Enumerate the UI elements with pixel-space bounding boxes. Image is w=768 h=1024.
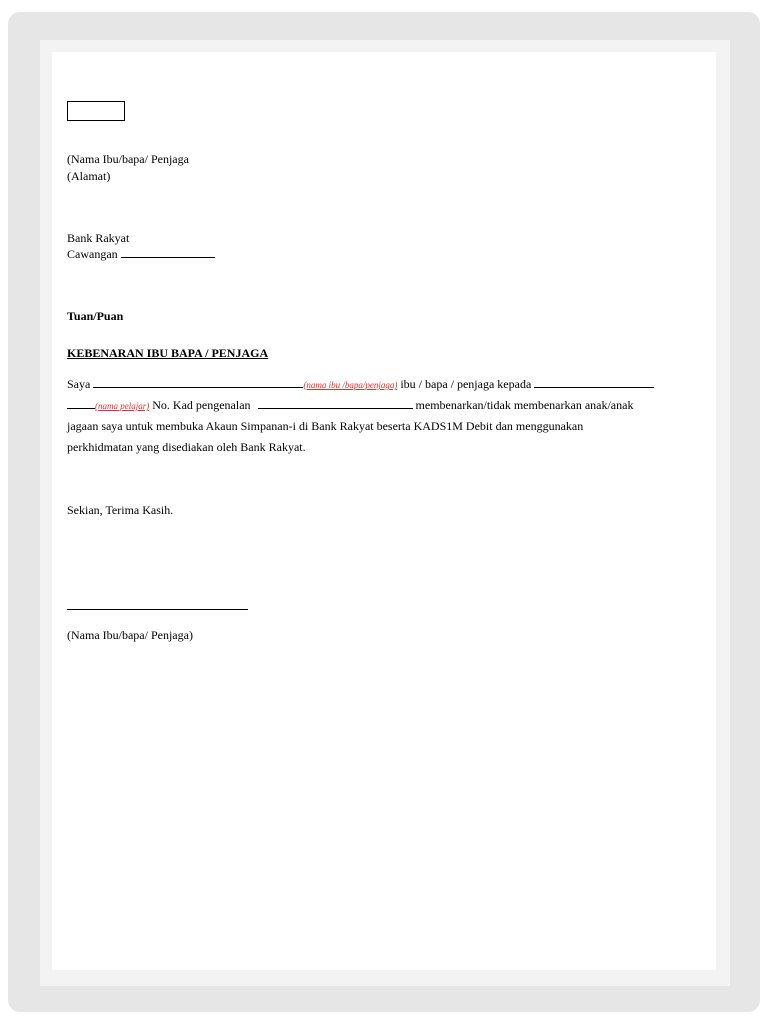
subject: KEBENARAN IBU BAPA / PENJAGA: [67, 346, 269, 360]
signature-line[interactable]: [67, 609, 248, 610]
date-box[interactable]: [67, 101, 125, 121]
body-line-3: jagaan saya untuk membuka Akaun Simpanan-i di Bank Rakyat beserta KADS1M Debit dan menggunakan: [67, 419, 584, 433]
ic-label: No. Kad pengenalan: [152, 398, 251, 412]
body-line-1: [67, 377, 654, 392]
closing: Sekian, Terima Kasih.: [67, 503, 174, 517]
body-line-2: [67, 398, 633, 413]
branch-blank[interactable]: [121, 247, 215, 258]
student-name-hint: (nama pelajar): [95, 401, 150, 411]
recipient-bank: Bank Rakyat: [67, 231, 130, 245]
ic-blank[interactable]: [258, 398, 413, 409]
consent-text: membenarkan/tidak membenarkan anak/anak: [415, 398, 634, 412]
salutation: Tuan/Puan: [67, 309, 124, 323]
relation-text: ibu / bapa / penjaga kepada: [400, 377, 532, 391]
sender-address: (Alamat): [67, 169, 111, 183]
student-blank-a[interactable]: [534, 377, 654, 388]
saya-text: Saya: [67, 377, 91, 391]
body-line-4: perkhidmatan yang disediakan oleh Bank Rakyat.: [67, 440, 306, 454]
sender-name: (Nama Ibu/bapa/ Penjaga: [67, 152, 189, 166]
signature-name: (Nama Ibu/bapa/ Penjaga): [67, 628, 193, 642]
branch-label: Cawangan: [67, 247, 118, 261]
recipient-branch: [67, 247, 215, 262]
parent-name-blank[interactable]: [93, 377, 303, 388]
student-blank-b[interactable]: [67, 398, 95, 409]
parent-name-hint: (nama ibu /bapa/penjaga): [303, 380, 398, 390]
